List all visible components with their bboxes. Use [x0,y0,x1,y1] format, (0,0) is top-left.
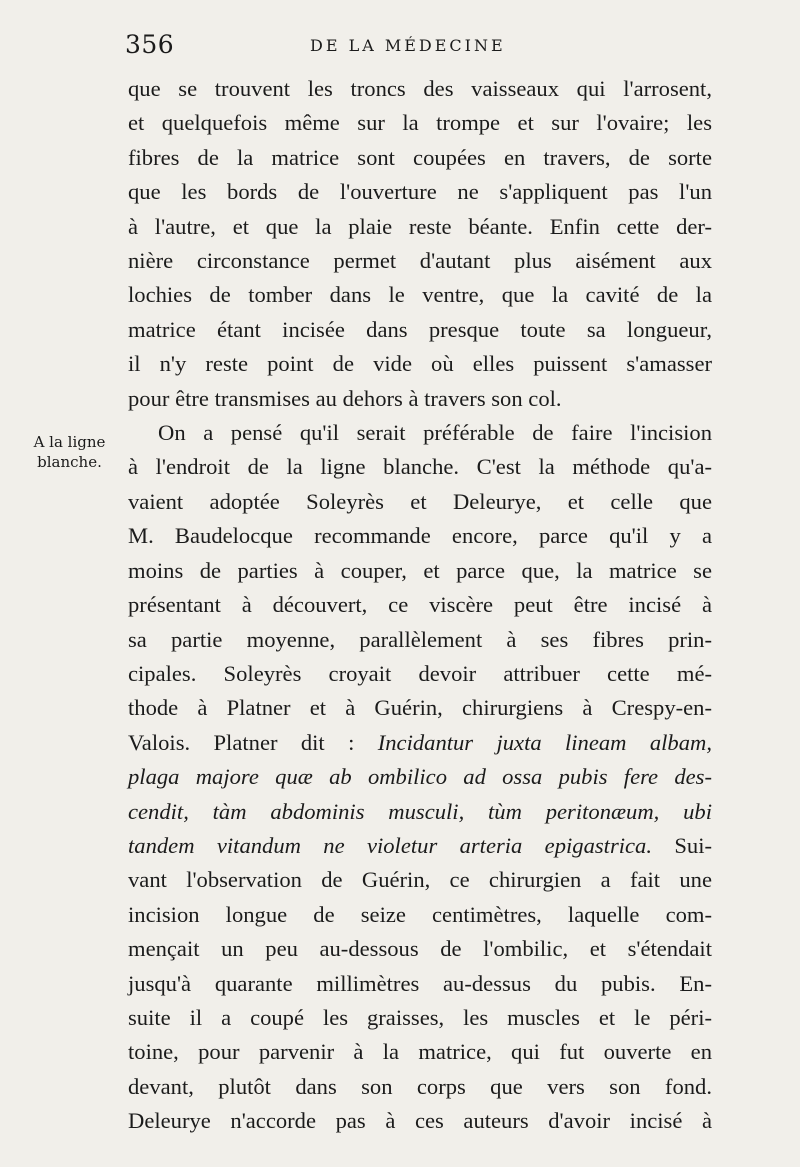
text-line: nière circonstance permet d'autant plus aisément aux [128,248,712,274]
text-line: jusqu'à quarante millimètres au-dessus du pubis. En- [128,970,712,996]
text-line-italic: cendit, tàm abdominis musculi, tùm peritonæum, ubi [128,798,712,824]
text-line: pour être transmises au dehors à travers son col. [128,385,562,411]
text-line: que se trouvent les troncs des vaisseaux qui l'arrosent, [128,76,712,101]
text-line: présentant à découvert, ce viscère peut être incisé à [128,592,712,618]
text-line: matrice étant incisée dans presque toute sa longueur, [128,316,712,342]
text-italic: tandem vitandum ne violetur arteria epigastrica. [128,832,652,858]
margin-note-line: A la ligne [33,433,106,451]
text-line: à l'endroit de la ligne blanche. C'est la méthode qu'a- [128,454,712,480]
body-text [128,72,712,1139]
text-line: sa partie moyenne, parallèlement à ses fibres prin- [128,626,712,652]
text-line: thode à Platner et à Guérin, chirurgiens à Crespy-en- [128,695,712,721]
margin-note-line: blanche. [37,453,102,471]
text-italic: Incidantur juxta lineam albam, [377,729,712,755]
text-line: moins de parties à couper, et parce que, la matrice se [128,557,712,583]
text-line: et quelquefois même sur la trompe et sur l'ovaire; les [128,110,712,136]
text-line: suite il a coupé les graisses, les muscles et le péri- [128,1004,712,1030]
margin-note [22,432,117,472]
text-line-italic: plaga majore quæ ab ombilico ad ossa pubis fere des- [128,764,712,790]
text-line: devant, plutôt dans son corps que vers son fond. [128,1073,712,1099]
page-header [125,30,710,64]
text-roman: Valois. Platner dit : [128,729,378,755]
text-line: mençait un peu au-dessous de l'ombilic, et s'étendait [128,936,712,962]
text-line: cipales. Soleyrès croyait devoir attribuer cette mé- [128,660,712,686]
text-line [128,829,712,863]
text-line: fibres de la matrice sont coupées en travers, de sorte [128,144,712,170]
text-roman: Sui- [652,832,713,858]
text-line: lochies de tomber dans le ventre, que la cavité de la [128,282,712,308]
text-line: il n'y reste point de vide où elles puissent s'amasser [128,351,712,377]
text-line: M. Baudelocque recommande encore, parce qu'il y a [128,523,712,549]
text-line: toine, pour parvenir à la matrice, qui fut ouverte en [128,1039,712,1065]
page-number: 356 [125,30,175,59]
text-line: Deleurye n'accorde pas à ces auteurs d'avoir incisé à [128,1108,712,1134]
text-line: vant l'observation de Guérin, ce chirurgien a fait une [128,867,712,893]
text-line: vaient adoptée Soleyrès et Deleurye, et celle que [128,488,712,514]
text-line: incision longue de seize centimètres, laquelle com- [128,901,712,927]
text-line: On a pensé qu'il serait préférable de faire l'incision [158,420,712,446]
text-line: que les bords de l'ouverture ne s'appliquent pas l'un [128,179,712,205]
running-title: DE LA MÉDECINE [310,36,506,55]
text-line: à l'autre, et que la plaie reste béante. Enfin cette der- [128,213,712,239]
text-line [128,726,712,760]
